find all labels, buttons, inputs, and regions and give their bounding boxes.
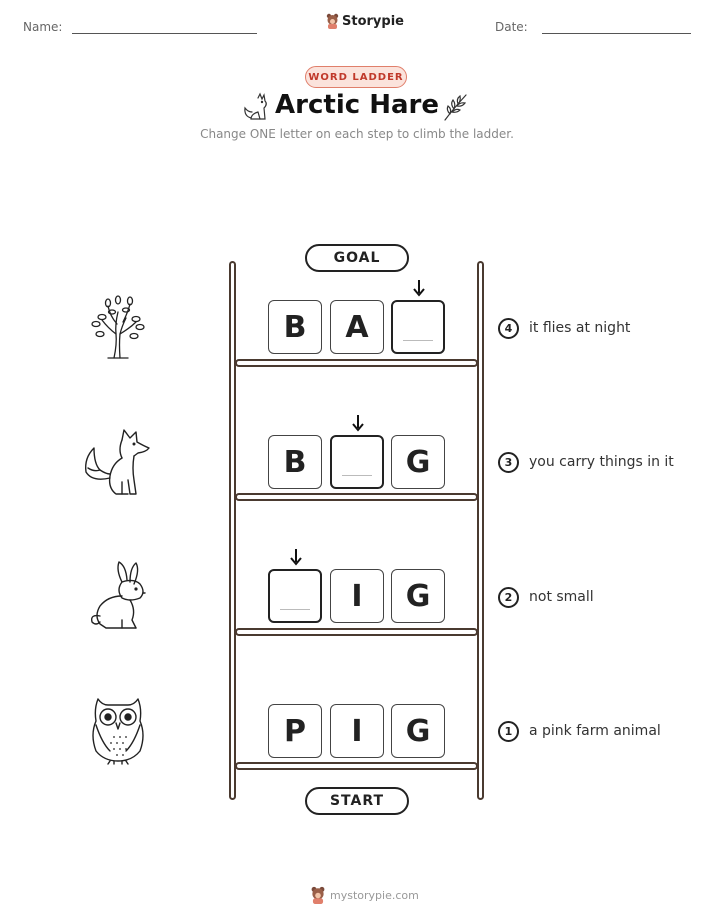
step-number: 4 [498, 318, 519, 339]
footer [310, 886, 419, 904]
goal-label: GOAL [305, 244, 409, 272]
footer-url[interactable]: mystorypie.com [330, 888, 419, 902]
fox-icon [82, 428, 152, 498]
date-label: Date: [495, 20, 528, 34]
activity-badge: WORD LADDER [305, 66, 407, 88]
letter-tile: B [268, 300, 322, 354]
blank-letter-tile[interactable] [268, 569, 322, 623]
bear-logo-icon [310, 886, 326, 904]
ladder-rung [235, 493, 478, 501]
letter-tile: I [330, 704, 384, 758]
owl-icon [88, 695, 148, 765]
letter-tile: G [391, 435, 445, 489]
clue-text: not small [529, 589, 594, 605]
ladder-rung [235, 359, 478, 367]
letter-tile: A [330, 300, 384, 354]
bear-logo-icon [326, 13, 339, 29]
step-number: 3 [498, 452, 519, 473]
instructions: Change ONE letter on each step to climb the ladder. [200, 127, 514, 141]
letter-tile: I [330, 569, 384, 623]
blank-letter-tile[interactable] [391, 300, 445, 354]
ladder-rung [235, 762, 478, 770]
clue-text: you carry things in it [529, 454, 674, 470]
date-line[interactable] [542, 33, 691, 34]
name-line[interactable] [72, 33, 257, 34]
step-number: 2 [498, 587, 519, 608]
brand-logo [326, 13, 404, 29]
clue-text: it flies at night [529, 320, 631, 336]
brand-name: Storypie [342, 13, 404, 29]
rabbit-icon [86, 560, 150, 632]
leaf-sprig-icon [442, 92, 470, 122]
ladder-rail-right [477, 261, 484, 800]
ladder-rail-left [229, 261, 236, 800]
letter-tile: G [391, 569, 445, 623]
page-title: Arctic Hare [275, 90, 439, 120]
arrow-down-icon [351, 414, 365, 432]
name-label: Name: [23, 20, 63, 34]
arrow-down-icon [412, 279, 426, 297]
step-number: 1 [498, 721, 519, 742]
clue-text: a pink farm animal [529, 723, 661, 739]
letter-tile: P [268, 704, 322, 758]
ladder-rung [235, 628, 478, 636]
letter-tile: G [391, 704, 445, 758]
tree-icon [90, 294, 146, 360]
blank-letter-tile[interactable] [330, 435, 384, 489]
start-label: START [305, 787, 409, 815]
arrow-down-icon [289, 548, 303, 566]
letter-tile: B [268, 435, 322, 489]
